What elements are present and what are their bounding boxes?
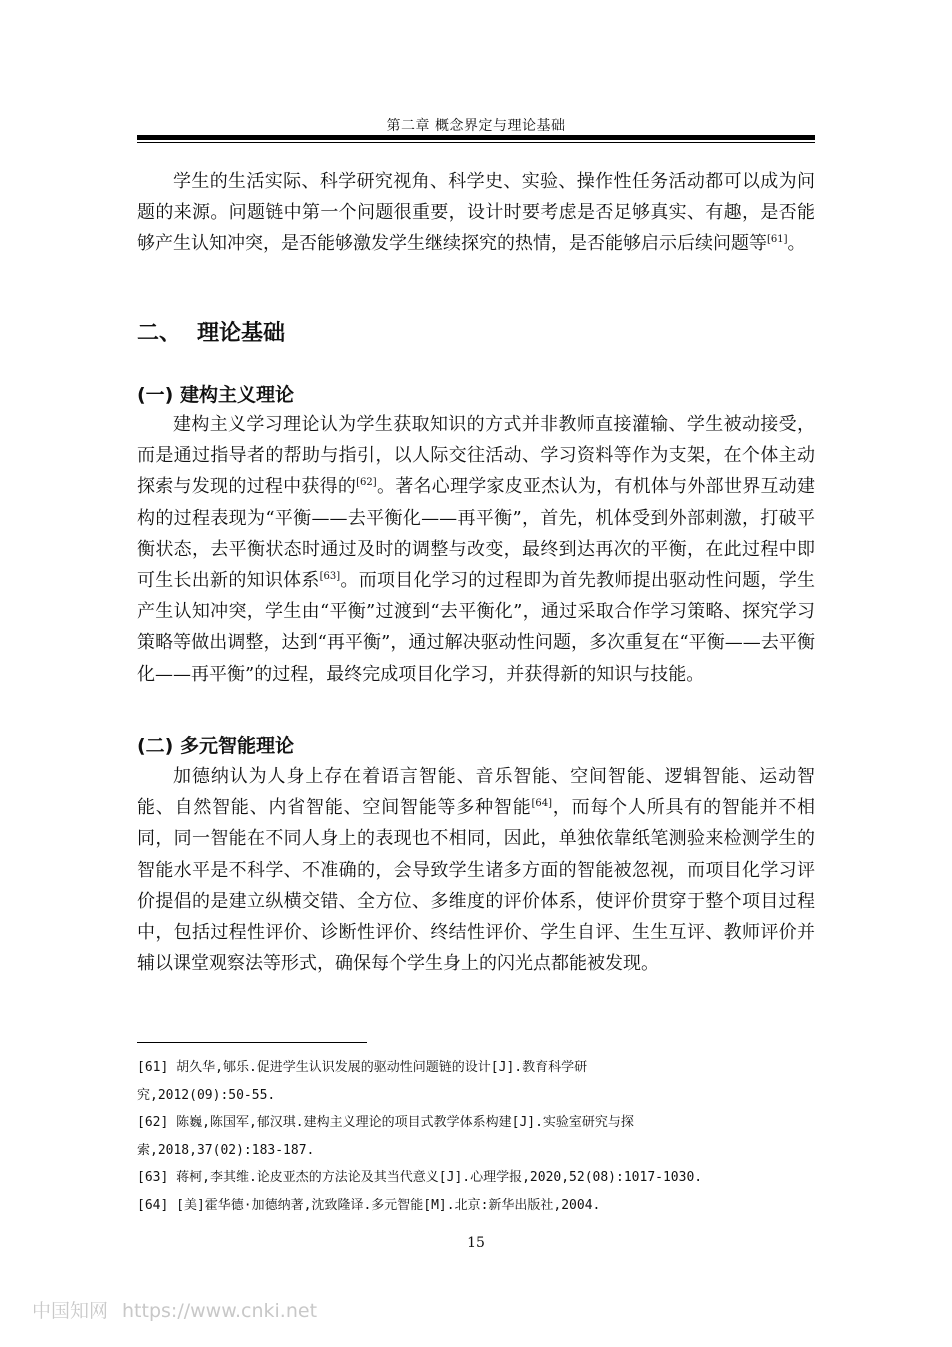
footnotes bbox=[137, 1054, 815, 1219]
footnote-rule bbox=[137, 1042, 367, 1043]
citation-ref[interactable]: [61] bbox=[767, 234, 788, 246]
section-number: 二、 bbox=[137, 321, 182, 346]
subsection-heading-constructivism: (一) 建构主义理论 bbox=[137, 384, 294, 406]
running-header: 第二章 概念界定与理论基础 bbox=[386, 118, 566, 134]
footnote-63: [63] 蒋柯,李其维.论皮亚杰的方法论及其当代意义[J].心理学报,2020,52(08):1017-1030. bbox=[137, 1170, 703, 1185]
paragraph-multiple-intelligences bbox=[137, 761, 815, 979]
footnote-62-line1: [62] 陈巍,陈国军,郁汉琪.建构主义理论的项目式教学体系构建[J].实验室研究与探 bbox=[137, 1115, 634, 1130]
paragraph-intro bbox=[137, 166, 815, 260]
footnote-64: [64] [美]霍华德·加德纳著,沈致隆译.多元智能[M].北京:新华出版社,2004. bbox=[137, 1197, 601, 1213]
header-rule-thin bbox=[137, 142, 815, 143]
paragraph-text: ，而每个人所具有的智能并不相同，同一智能在不同人身上的表现也不相同，因此，单独依靠纸笔测验来检测学生的智能水平是不科学、不准确的，会导致学生诸多方面的智能被忽视，而项目化学习评价提倡的是建立纵横交错、全方位、多维度的评价体系，使评价贯穿于整个项目过程中，包括过程性评价、诊断性评价、终结性评价、学生自评、生生互评、教师评价并辅以课堂观察法等形式，确保每个学生身上的闪光点都能被发现。 bbox=[137, 797, 816, 975]
paragraph-text: 建构主义学习理论认为学生获取知识的方式并非教师直接灌输、学生被动接受，而是通过指导者的帮助与指引，以人际交往活动、学习资料等作为支架，在个体主动探索与发现的过程中获得的 bbox=[137, 414, 815, 498]
page-number: 15 bbox=[467, 1235, 485, 1251]
section-heading bbox=[137, 316, 285, 347]
paragraph-text: 加德纳认为人身上存在着语言智能、音乐智能、空间智能、逻辑智能、运动智能、自然智能、内省智能、空间智能等多种智能 bbox=[137, 766, 815, 819]
paragraph-text: 学生的生活实际、科学研究视角、科学史、实验、操作性任务活动都可以成为问题的来源。问题链中第一个问题很重要，设计时要考虑是否足够真实、有趣，是否能够产生认知冲突，是否能够激发学生继续探究的热情，是否能够启示后续问题等 bbox=[137, 171, 815, 255]
cnki-watermark bbox=[32, 1296, 317, 1323]
paragraph-text-end: 。 bbox=[787, 233, 806, 255]
paragraph-constructivism bbox=[137, 409, 815, 690]
watermark-url: https://www.cnki.net bbox=[122, 1300, 318, 1322]
citation-ref[interactable]: [62] bbox=[356, 477, 377, 489]
paragraph-text: 。而项目化学习的过程即为首先教师提出驱动性问题，学生产生认知冲突，学生由“平衡”过渡到“去平衡化”，通过采取合作学习策略、探究学习策略等做出调整，达到“再平衡”，通过解决驱动性问题，多次重复在“平衡——去平衡化——再平衡”的过程，最终完成项目化学习，并获得新的知识与技能。 bbox=[137, 570, 816, 685]
footnote-61-line1: [61] 胡久华,郇乐.促进学生认识发展的驱动性问题链的设计[J].教育科学研 bbox=[137, 1060, 588, 1075]
citation-ref[interactable]: [64] bbox=[531, 798, 553, 810]
section-title: 理论基础 bbox=[197, 321, 286, 346]
citation-ref[interactable]: [63] bbox=[319, 571, 341, 583]
footnote-61-line2: 究,2012(09):50-55. bbox=[137, 1087, 276, 1103]
footnote-62-line2: 索,2018,37(02):183-187. bbox=[137, 1142, 315, 1158]
paragraph-text: 。著名心理学家皮亚杰认为，有机体与外部世界互动建构的过程表现为“平衡——去平衡化——再平衡”，首先，机体受到外部刺激，打破平衡状态，去平衡状态时通过及时的调整与改变，最终到达再次的平衡，在此过程中即可生长出新的知识体系 bbox=[137, 476, 815, 592]
watermark-brand: 中国知网 bbox=[32, 1300, 109, 1322]
subsection-heading-multiple-intelligences: (二) 多元智能理论 bbox=[137, 735, 294, 757]
header-rule bbox=[137, 135, 815, 140]
